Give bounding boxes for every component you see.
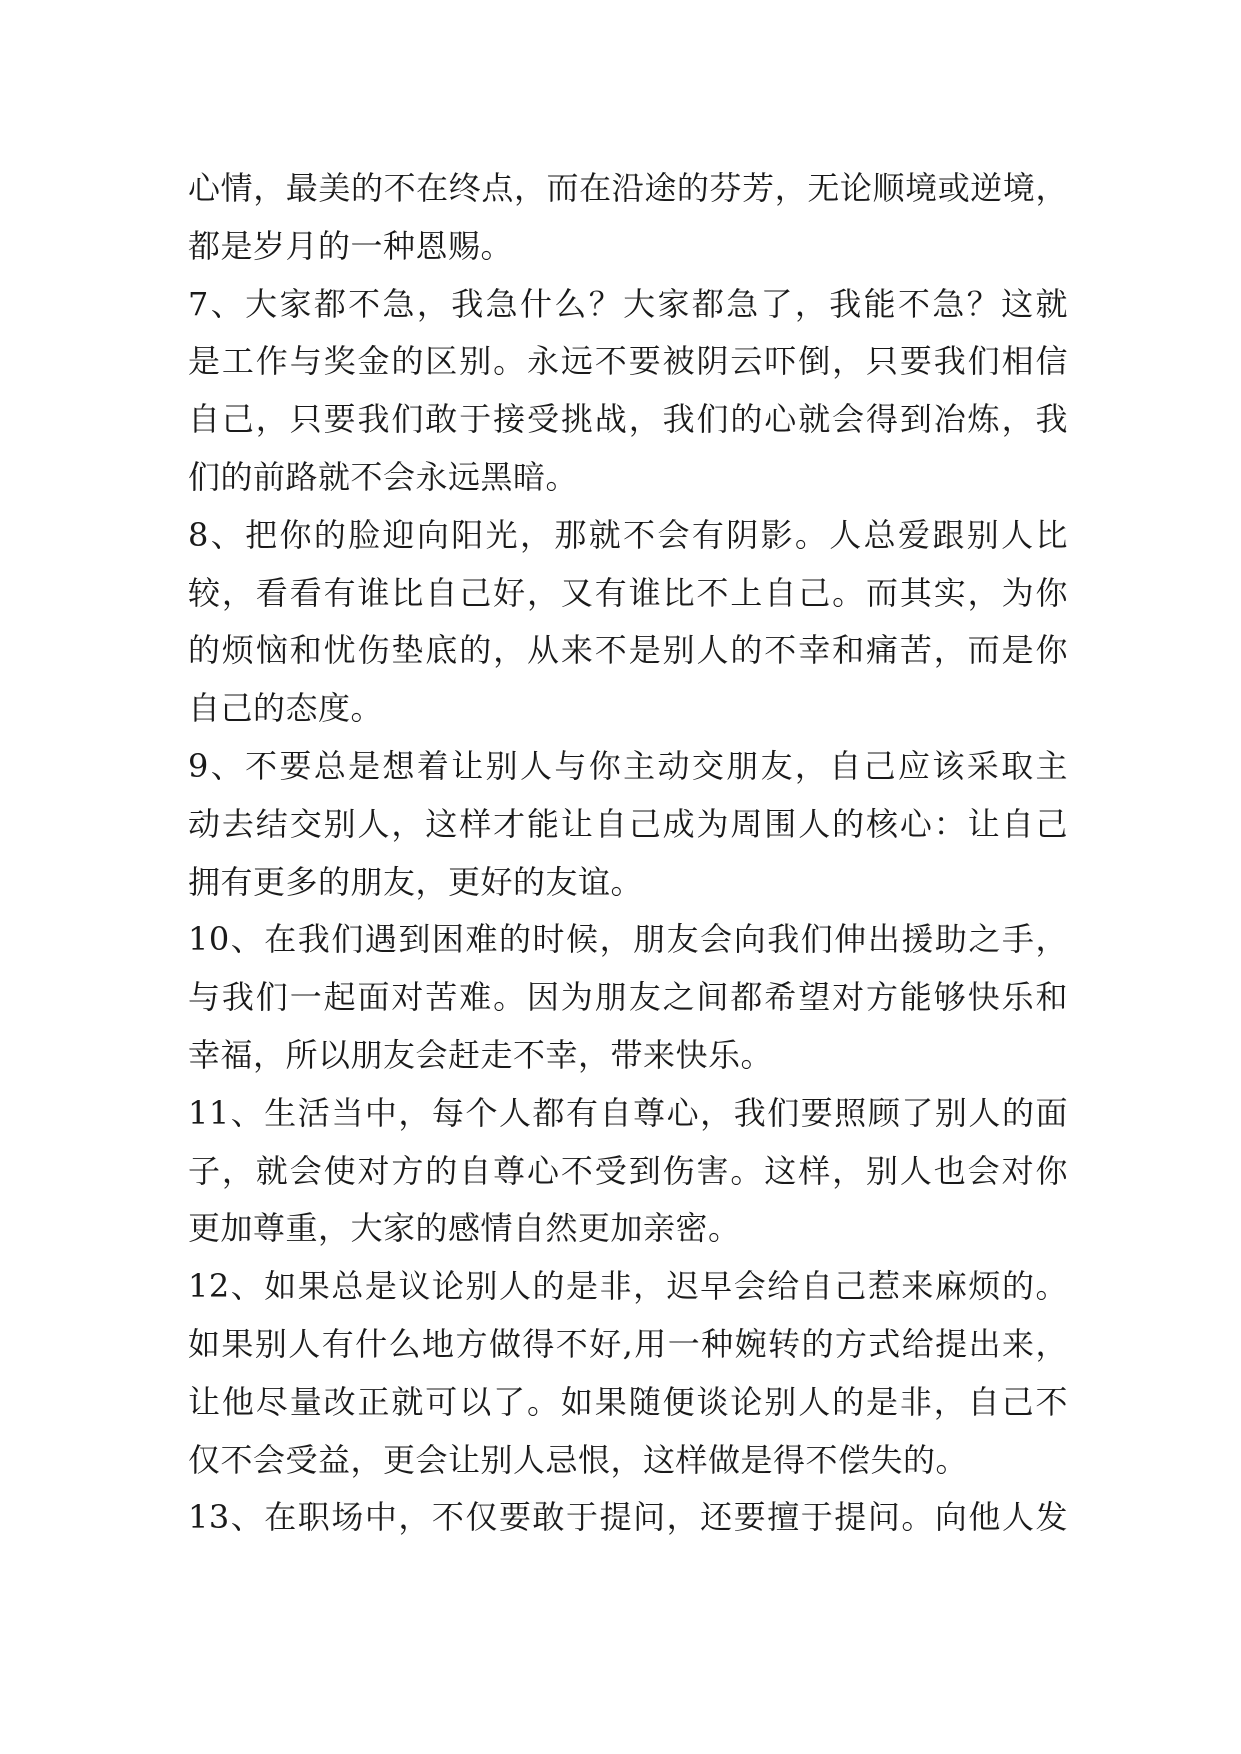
text-line: 12、如果总是议论别人的是非，迟早会给自己惹来麻烦的。	[188, 1267, 1068, 1306]
text-line: 9、不要总是想着让别人与你主动交朋友，自己应该采取主	[188, 746, 1068, 785]
text-line: 自己，只要我们敢于接受挑战，我们的心就会得到冶炼，我	[188, 400, 1068, 439]
text-line: 动去结交别人，这样才能让自己成为周围人的核心：让自己	[188, 804, 1068, 843]
document-body	[188, 160, 1068, 1547]
text-line: 如果别人有什么地方做得不好,用一种婉转的方式给提出来，	[188, 1324, 1068, 1363]
text-line: 让他尽量改正就可以了。如果随便谈论别人的是非，自己不	[188, 1382, 1068, 1421]
text-line: 拥有更多的朋友，更好的友谊。	[188, 862, 644, 901]
text-line: 更加尊重，大家的感情自然更加亲密。	[188, 1209, 741, 1248]
text-line: 仅不会受益，更会让别人忌恨，这样做是得不偿失的。	[188, 1440, 969, 1479]
text-line: 都是岁月的一种恩赐。	[188, 226, 514, 265]
text-line: 7、大家都不急，我急什么？大家都急了，我能不急？这就	[188, 284, 1068, 323]
text-line: 13、在职场中，不仅要敢于提问，还要擅于提问。向他人发	[188, 1498, 1068, 1537]
text-line: 8、把你的脸迎向阳光，那就不会有阴影。人总爱跟别人比	[188, 515, 1068, 554]
text-line: 是工作与奖金的区别。永远不要被阴云吓倒，只要我们相信	[188, 342, 1068, 381]
text-line: 心情，最美的不在终点，而在沿途的芬芳，无论顺境或逆境，	[188, 169, 1068, 207]
text-line: 幸福，所以朋友会赶走不幸，带来快乐。	[188, 1035, 774, 1074]
text-line: 较，看看有谁比自己好，又有谁比不上自己。而其实，为你	[188, 573, 1068, 612]
text-line: 子，就会使对方的自尊心不受到伤害。这样，别人也会对你	[188, 1151, 1068, 1190]
text-line: 10、在我们遇到困难的时候，朋友会向我们伸出援助之手，	[188, 920, 1068, 959]
text-line: 自己的态度。	[188, 689, 384, 728]
text-line: 们的前路就不会永远黑暗。	[188, 457, 579, 496]
text-line: 的烦恼和忧伤垫底的，从来不是别人的不幸和痛苦，而是你	[188, 631, 1068, 670]
text-line: 与我们一起面对苦难。因为朋友之间都希望对方能够快乐和	[188, 978, 1068, 1017]
text-line: 11、生活当中，每个人都有自尊心，我们要照顾了别人的面	[188, 1093, 1068, 1132]
